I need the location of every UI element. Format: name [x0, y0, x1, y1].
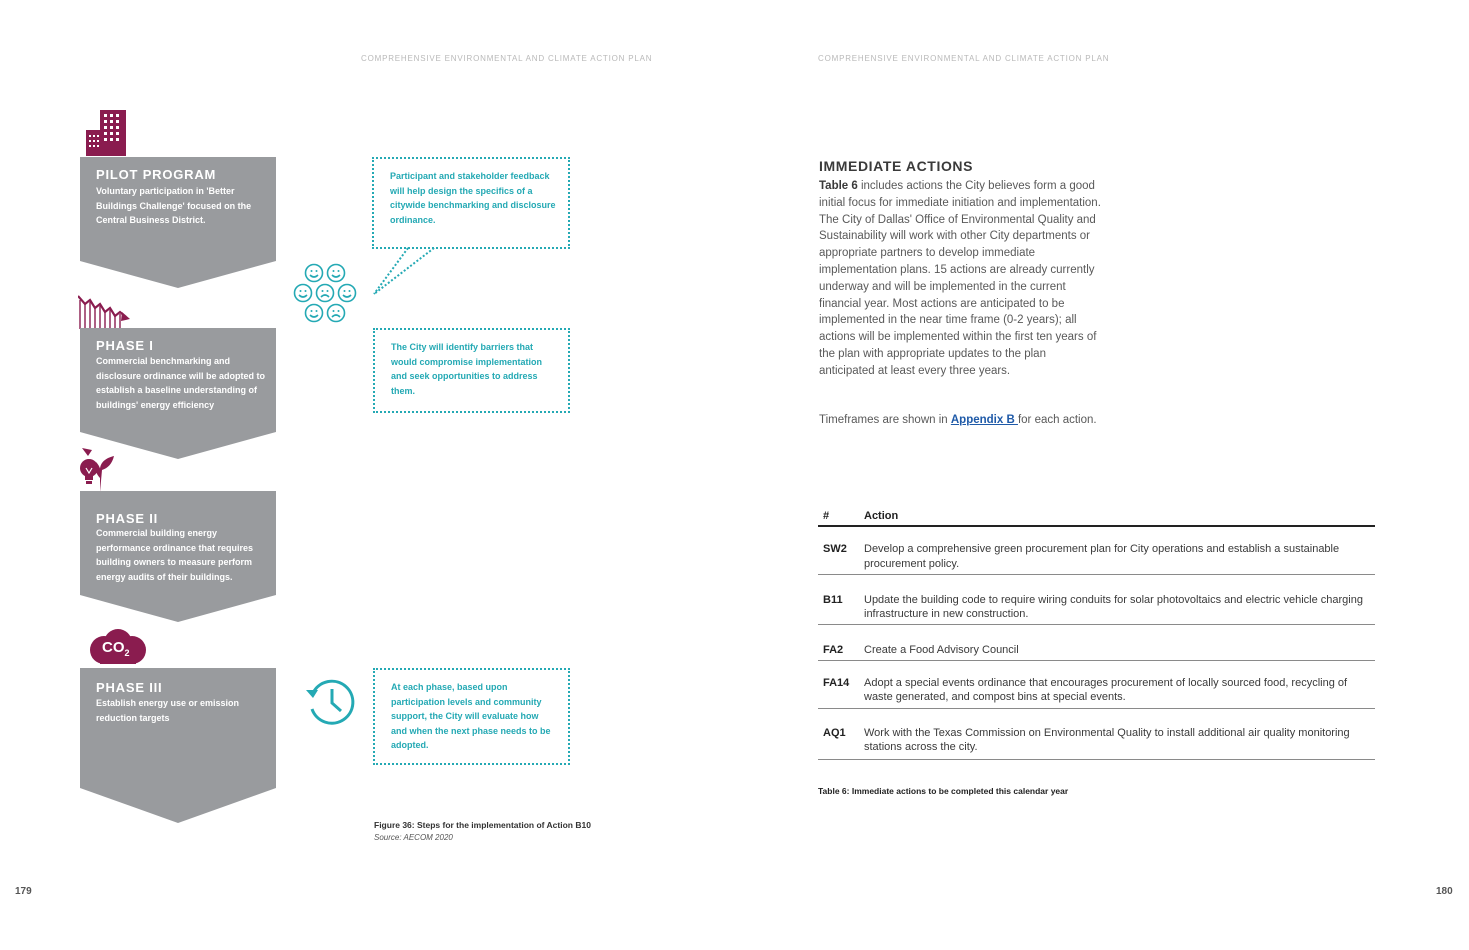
phase-ii: [80, 491, 276, 623]
table-row: [818, 660, 1375, 708]
action-code: FA14: [818, 660, 859, 708]
building-icon: [86, 110, 128, 158]
phase-description: Commercial benchmarking and disclosure ordinance will be adopted to establish a baseline understanding of buildings' energy efficiency: [96, 356, 266, 410]
phase-description: Commercial building energy performance ordinance that requires building owners to measure perform energy audits of their buildings.: [96, 528, 254, 582]
phase-title: PHASE I: [96, 338, 154, 353]
intro-paragraph: [819, 178, 1101, 380]
callout-stakeholder-feedback: Participant and stakeholder feedback will help design the specifics of a citywide benchmarking and disclosure ordinance.: [372, 157, 570, 249]
callout-evaluate-next-phase: At each phase, based upon participation levels and community support, the City will evaluate how and when the next phase needs to be adopted.: [373, 668, 570, 765]
bulb-plant-icon: [78, 442, 118, 494]
action-description: Work with the Texas Commission on Environmental Quality to install additional air quality monitoring stations across the city.: [859, 708, 1375, 759]
action-code: AQ1: [818, 708, 859, 759]
action-description: Adopt a special events ordinance that encourages procurement of locally sourced food, recycling of waste generated, and compost bins at special events.: [859, 660, 1375, 708]
action-description: Develop a comprehensive green procurement plan for City operations and establish a sustainable procurement policy.: [859, 526, 1375, 574]
column-header-action: Action: [859, 508, 1375, 526]
stakeholder-faces-icon: [293, 262, 357, 326]
action-code: SW2: [818, 526, 859, 574]
figure-caption: Figure 36: Steps for the implementation of Action B10: [374, 820, 591, 830]
phase-description: Establish energy use or emission reduction targets: [96, 698, 240, 723]
action-description: Create a Food Advisory Council: [859, 624, 1375, 660]
table-row: [818, 708, 1375, 759]
callout-identify-barriers: The City will identify barriers that would compromise implementation and seek opportunities to address them.: [373, 328, 570, 413]
phase-title: PILOT PROGRAM: [96, 167, 217, 182]
column-header-number: #: [818, 508, 859, 526]
figure-source: Source: AECOM 2020: [374, 833, 453, 842]
running-header-left: COMPREHENSIVE ENVIRONMENTAL AND CLIMATE ACTION PLAN: [361, 54, 653, 63]
immediate-actions-table: [818, 508, 1375, 760]
page-number-right: 180: [1436, 886, 1453, 897]
phase-description: Voluntary participation in 'Better Buildings Challenge' focused on the Central Business District.: [96, 186, 252, 225]
action-description: Update the building code to require wiring conduits for solar photovoltaics and electric vehicle charging infrastructure in new construction.: [859, 574, 1375, 624]
co2-cloud-icon: [86, 628, 148, 666]
phase-title: PHASE II: [96, 511, 159, 526]
running-header-right: COMPREHENSIVE ENVIRONMENTAL AND CLIMATE ACTION PLAN: [818, 54, 1110, 63]
table-row: [818, 624, 1375, 660]
page-number-left: 179: [15, 886, 32, 897]
appendix-b-link[interactable]: Appendix B: [950, 414, 1018, 426]
phase-pilot-program: [80, 157, 276, 289]
timeframes-paragraph: Timeframes are shown in Appendix B for each action.: [819, 414, 1097, 426]
phase-iii: [80, 668, 276, 824]
speech-bubble-tail: [370, 246, 440, 298]
table-caption: Table 6: Immediate actions to be completed this calendar year: [818, 786, 1069, 796]
table-row: [818, 526, 1375, 574]
phase-i: [80, 328, 276, 460]
action-code: B11: [818, 574, 859, 624]
phase-title: PHASE III: [96, 680, 163, 695]
action-code: FA2: [818, 624, 859, 660]
table-header-row: [818, 508, 1375, 526]
table-row: [818, 574, 1375, 624]
table-reference: Table 6: [819, 180, 858, 192]
section-title: IMMEDIATE ACTIONS: [819, 158, 974, 174]
intro-body: includes actions the City believes form a good initial focus for immediate initiation and implementation. The City of Dallas' Office of Environmental Quality and Sustainability will work with other City departments or appropriate partners to develop immediate implementation plans. 15 actions are already currently underway and will be implemented in the current financial year. Most actions are anticipated to be implemented in the near time frame (0-2 years); all actions will be implemented within the first ten years of the plan with appropriate updates to the plan anticipated at least every three years.: [819, 180, 1101, 377]
clock-history-icon: [304, 676, 360, 728]
co2-label: $CO_2$: [102, 639, 130, 658]
declining-chart-icon: [78, 292, 132, 330]
